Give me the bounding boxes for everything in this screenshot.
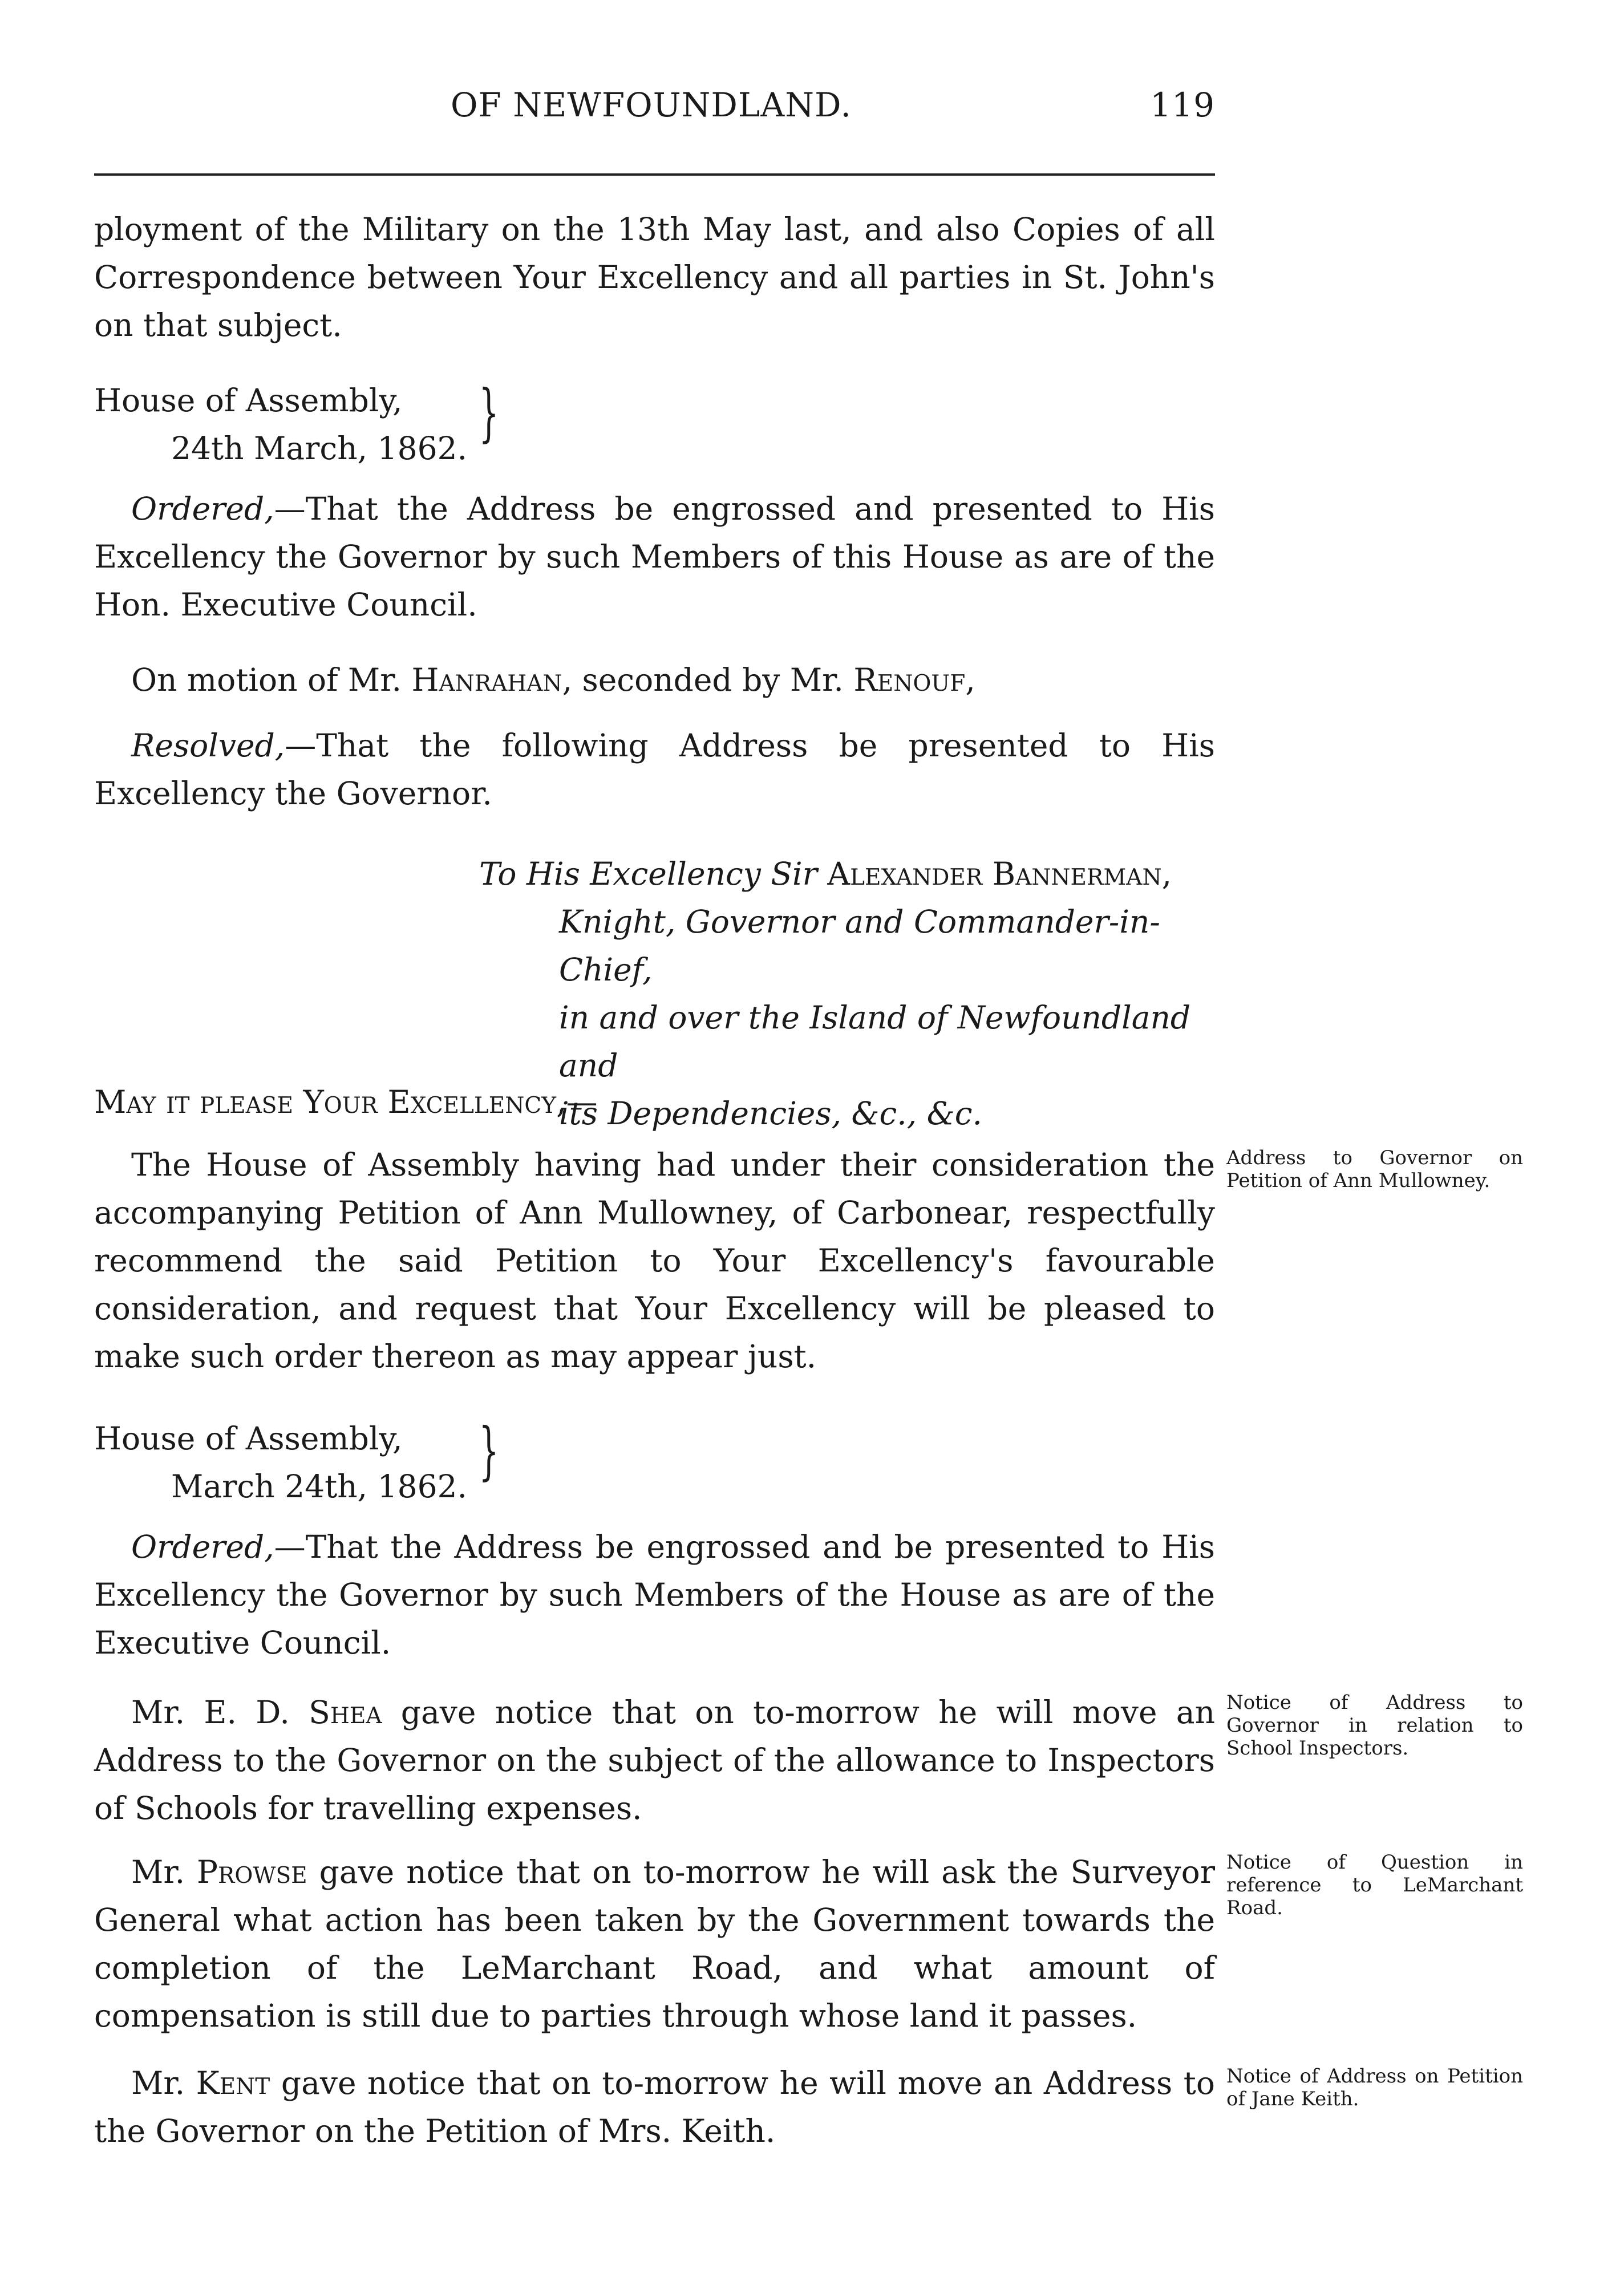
notice-text: gave notice that on to-morrow he will move an Address to the Governor on the subject of the allowance to Inspectors of Schools for travelling expenses. bbox=[94, 1694, 1215, 1826]
addressee-line bbox=[479, 850, 1215, 898]
addressee-text: , bbox=[1161, 856, 1172, 892]
ordered-paragraph-1 bbox=[94, 485, 1215, 629]
motion-text: On motion of Mr. bbox=[131, 662, 412, 698]
member-name: Hanrahan bbox=[411, 662, 562, 698]
margin-note-prowse: Notice of Question in reference to LeMarchant Road. bbox=[1226, 1851, 1523, 1919]
member-name: Renouf bbox=[853, 662, 966, 698]
motion-text: , seconded by Mr. bbox=[562, 662, 854, 698]
signature-block-1 bbox=[94, 376, 467, 472]
ordered-label: Ordered, bbox=[131, 1529, 274, 1565]
notice-text: Mr. bbox=[131, 1854, 197, 1890]
addressee-line: Knight, Governor and Commander-in-Chief, bbox=[559, 903, 1160, 988]
motion-text: , bbox=[965, 662, 975, 698]
notice-text: Mr. bbox=[131, 2065, 196, 2101]
member-name: Shea bbox=[309, 1694, 382, 1731]
paragraph-continuation: ployment of the Military on the 13th May last, and also Copies of all Correspondence between Your Excellency and all parties in St. John's on that subject. bbox=[94, 211, 1215, 343]
member-name: Kent bbox=[196, 2065, 270, 2101]
ordered-paragraph-2 bbox=[94, 1523, 1215, 1667]
signature-date: March 24th, 1862. bbox=[171, 1468, 468, 1505]
governor-name: Alexander Bannerman bbox=[827, 856, 1162, 892]
notice-paragraph-shea bbox=[94, 1688, 1215, 1832]
notice-text: gave notice that on to-morrow he will ask the Surveyor General what action has been taken by the Government towards the completion of the LeMarchant Road, and what amount of compensation is still due to parties through whose land it passes. bbox=[94, 1854, 1215, 2034]
signature-line: House of Assembly, bbox=[94, 382, 403, 419]
salutation: May it please Your Excellency,— bbox=[94, 1084, 598, 1120]
signature-block-2 bbox=[94, 1415, 467, 1510]
notice-paragraph-kent bbox=[94, 2059, 1215, 2155]
addressee-text: To His Excellency Sir bbox=[479, 856, 828, 892]
address-paragraph: The House of Assembly having had under their consideration the accompanying Petition of Ann Mullowney, of Carbonear, respectfully recommend the said Petition to Your Excellency's favourable consideration, and request that Your Excellency will be pleased to make such order thereon as may appear just. bbox=[94, 1146, 1215, 1375]
margin-note-kent: Notice of Address on Petition of Jane Keith. bbox=[1226, 2065, 1523, 2110]
resolved-paragraph bbox=[94, 722, 1215, 817]
ordered-label: Ordered, bbox=[131, 491, 274, 527]
header-rule bbox=[94, 173, 1215, 176]
member-name: Prowse bbox=[197, 1854, 307, 1890]
page-number: 119 bbox=[1150, 86, 1215, 124]
margin-note-shea: Notice of Address to Governor in relation to School Inspectors. bbox=[1226, 1691, 1523, 1760]
notice-paragraph-prowse bbox=[94, 1848, 1215, 2040]
signature-line: House of Assembly, bbox=[94, 1420, 403, 1457]
brace-icon: } bbox=[479, 1414, 499, 1487]
motion-paragraph bbox=[94, 656, 1215, 704]
addressee-line: in and over the Island of Newfoundland and bbox=[559, 999, 1191, 1084]
signature-date: 24th March, 1862. bbox=[171, 430, 468, 467]
page-title: OF NEWFOUNDLAND. bbox=[451, 86, 852, 124]
addressee-line: its Dependencies, &c., &c. bbox=[559, 1095, 982, 1132]
ordered-text: —That the Address be engrossed and be presented to His Excellency the Governor by such Members of the House as are of the Executive Council. bbox=[94, 1529, 1215, 1661]
margin-note-mullowney: Address to Governor on Petition of Ann Mullowney. bbox=[1226, 1146, 1523, 1192]
resolved-label: Resolved, bbox=[131, 727, 285, 764]
notice-text: gave notice that on to-morrow he will move an Address to the Governor on the Petition of Mrs. Keith. bbox=[94, 2065, 1215, 2149]
resolved-text: —That the following Address be presented to His Excellency the Governor. bbox=[94, 727, 1215, 812]
brace-icon: } bbox=[479, 376, 499, 449]
ordered-text: —That the Address be engrossed and presented to His Excellency the Governor by such Members of this House as are of the Hon. Executive Council. bbox=[94, 491, 1215, 623]
notice-text: Mr. E. D. bbox=[131, 1694, 309, 1731]
